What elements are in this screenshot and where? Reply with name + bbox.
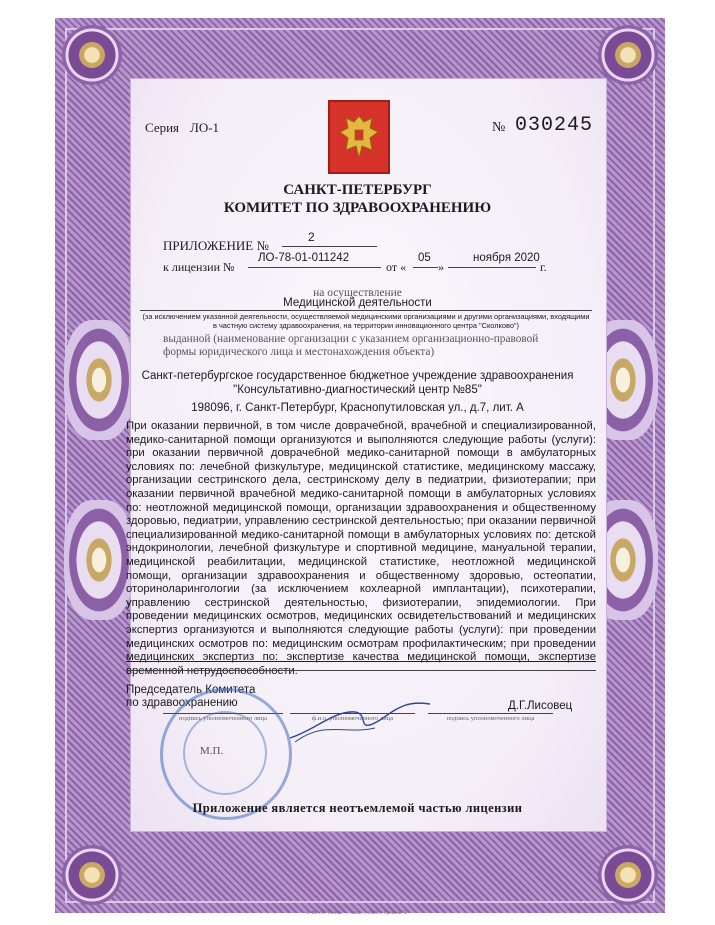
coat-of-arms-icon: [328, 100, 390, 174]
services-end-line: [126, 661, 596, 662]
number-label: №: [492, 120, 506, 135]
license-day-line: [413, 267, 438, 268]
issued-label: выданной (наименование организации с указанием организационно-правовой формы юридического лица и местонахождения объекта): [163, 333, 539, 358]
caption-full-name: ф.и.о. уполномоченного лица: [311, 715, 394, 722]
activity-note: (за исключением указанной деятельности, осуществляемой медицинскими организациями и другими организациями, входящими в частную систему здравоохранения, на территории инновационного центра "Сколково"): [142, 312, 590, 330]
organization-address: 198096, г. Санкт-Петербург, Краснопутиловская ул., д.7, лит. А: [191, 402, 524, 414]
year-suffix: г.: [540, 260, 547, 274]
organization-name-line2: "Консультативно-диагностический центр №85": [233, 384, 482, 396]
license-form-number: 030245: [515, 114, 594, 137]
signature-line-3: [428, 713, 553, 714]
license-month: ноября 2020: [473, 252, 540, 264]
services-end-line-2: [126, 670, 596, 671]
license-number-line: [248, 267, 381, 268]
appendix-number: 2: [308, 230, 315, 244]
corner-ornament-bottom-left: [62, 845, 122, 905]
signatory-name: Д.Г.Лисовец: [508, 700, 573, 712]
footer-note: Приложение является неотъемлемой частью лицензии: [192, 801, 523, 815]
series-value: ЛО-1: [190, 120, 220, 135]
committee-title: КОМИТЕТ ПО ЗДРАВООХРАНЕНИЮ: [223, 200, 492, 216]
license-day: 05: [418, 252, 431, 264]
appendix-number-line: [282, 246, 377, 247]
caption-signature: подпись уполномоченного лица: [178, 715, 268, 722]
activity-line: [140, 310, 592, 311]
license-label: к лицензии №: [163, 260, 235, 274]
date-close-quote: »: [438, 260, 444, 274]
series-label: Серия: [145, 120, 180, 135]
signatory-position-line1: Председатель Комитета: [126, 684, 256, 696]
date-from-label: от «: [386, 260, 407, 274]
services-description: При оказании первичной, в том числе доврачебной, врачебной и специализированной, медико-санитарной помощи организуются и выполняются следующие работы (услуги): при оказании первичной доврачебной медико-санитарной помощи в амбулаторных условиях по: лечебной физкультуре, медицинской статистике, медицинскому массажу, организации сестринского дела, сестринскому делу в педиатрии, физиотерапии; при оказании первичной врачебной медико-санитарной помощи в амбулаторных условиях по: неотложной медицинской помощи, организации здравоохранения и общественному здоровью, педиатрии, управлению сестринской деятельностью; при оказании первичной специализированной медико-санитарной помощи в амбулаторных условиях по: детской эндокринологии, лечебной физкультуре и спортивной медицине, мануальной терапии, медицинской реабилитации, медицинской статистике, неотложной медицинской помощи, организации здравоохранения и общественному здоровью, остеопатии, оториноларингологии (за исключением кохлеарной имплантации), психотерапии, управлению сестринской деятельностью, физиотерапии, эпидемиологии. При проведении медицинских осмотров, медицинских освидетельствований и медицинских экспертиз организуются и выполняются следующие работы (услуги): при проведении медицинских осмотров по: медицинским осмотрам профилактическим; при проведении медицинских экспертиз по: экспертизе качества медицинской помощи, экспертизе временной нетрудоспособности.: [126, 420, 596, 677]
corner-ornament-top-right: [598, 25, 658, 85]
activity-intro: на осуществление: [313, 287, 402, 299]
license-number: ЛО-78-01-011242: [258, 252, 350, 264]
side-ornament-left-lower: [64, 500, 134, 620]
activity-type: Медицинской деятельности: [283, 297, 432, 309]
corner-ornament-bottom-right: [598, 845, 658, 905]
caption-signature-2: подпись уполномоченного лица: [446, 715, 535, 722]
appendix-label: ПРИЛОЖЕНИЕ №: [163, 238, 269, 253]
license-month-line: [448, 267, 536, 268]
signatory-position-line2: по здравоохранению: [126, 697, 238, 709]
city-title: САНКТ-ПЕТЕРБУРГ: [283, 182, 432, 198]
printer-imprint: © ФГУП "Гознак" ... Заказ ... 2020 г. Уровень "Б": [305, 911, 410, 916]
organization-name-line1: Санкт-петербургское государственное бюджетное учреждение здравоохранения: [141, 370, 574, 382]
corner-ornament-top-left: [62, 25, 122, 85]
seal-place-label: М.П.: [200, 745, 224, 757]
handwritten-signature-icon: [285, 690, 435, 750]
